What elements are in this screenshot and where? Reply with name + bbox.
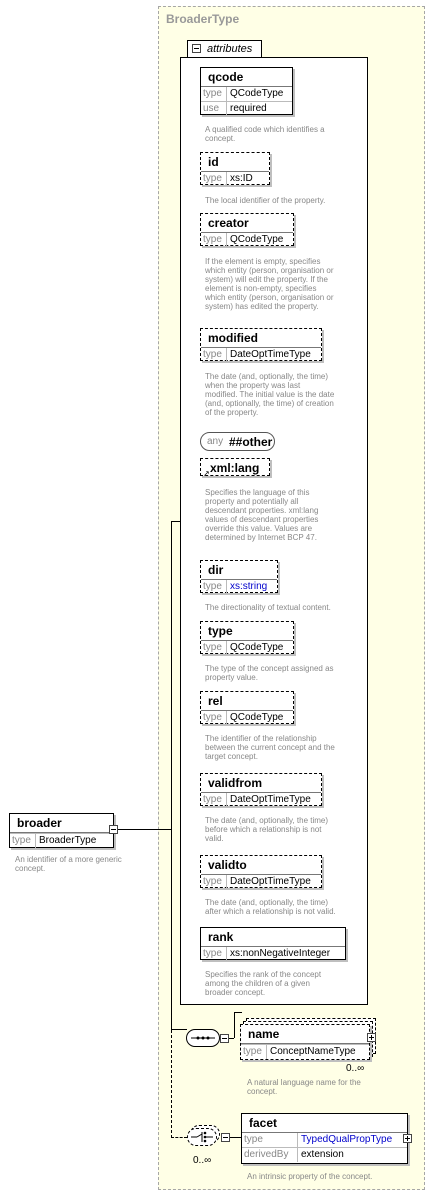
attribute-name: dir	[201, 561, 277, 580]
attribute-rel[interactable]	[200, 691, 294, 724]
attribute-name: qcode	[201, 68, 292, 87]
attribute-row-value: QCodeType	[230, 642, 284, 653]
any-attribute-namespace: ##other	[229, 435, 273, 449]
facet-type-value[interactable]: TypedQualPropType	[301, 1134, 393, 1145]
broader-element-name: broader	[10, 814, 113, 833]
sequence-compositor[interactable]	[186, 1029, 220, 1047]
attribute-name: rank	[201, 928, 345, 947]
attribute-description: The date (and, optionally, the time) when the property was last modified. The initial value is the date (and, optionally, the time) of creation of the property.	[205, 372, 335, 417]
attribute-row-key: type	[201, 711, 227, 725]
attribute-type[interactable]	[200, 621, 294, 654]
attribute-row-value[interactable]: xs:string	[230, 581, 268, 592]
optional-connector-line	[171, 1030, 172, 1138]
attribute-description: Specifies the language of this property and potentially all descendant properties. xml:lang values of descendant properties override this value. Values are determined by Internet BCP 47.	[205, 488, 319, 542]
attribute-name: validfrom	[201, 774, 321, 793]
facet-type-key: type	[242, 1133, 298, 1147]
choice-icon	[188, 1129, 216, 1145]
broader-type-key: type	[10, 834, 36, 848]
facet-element[interactable]	[241, 1113, 408, 1164]
attribute-description: The date (and, optionally, the time) after which a relationship is not valid.	[205, 898, 336, 916]
attribute-validto[interactable]	[200, 855, 322, 888]
connector-line	[234, 1012, 235, 1038]
attribute-row-key: type	[201, 348, 227, 362]
attribute-creator[interactable]	[200, 213, 294, 246]
attribute-row-value: DateOptTimeType	[230, 794, 311, 805]
any-attribute-key: any	[207, 436, 224, 447]
attribute-row	[201, 947, 345, 961]
attribute-name: xml:lang	[210, 461, 260, 475]
name-cardinality: 0..∞	[346, 1063, 365, 1074]
attribute-row	[201, 348, 321, 362]
choice-cardinality: 0..∞	[193, 1155, 212, 1166]
collapse-icon[interactable]	[192, 44, 201, 53]
attribute-row	[201, 793, 321, 807]
broader-collapse-icon[interactable]	[109, 825, 118, 834]
choice-compositor[interactable]	[187, 1128, 217, 1146]
attribute-row-value: QCodeType	[230, 712, 284, 723]
attribute-xml-lang[interactable]	[200, 458, 270, 476]
name-element[interactable]	[240, 1024, 370, 1060]
attribute-row-key: type	[201, 580, 227, 594]
attribute-name: modified	[201, 329, 321, 348]
attribute-row-value: xs:ID	[230, 173, 253, 184]
attribute-row-value: DateOptTimeType	[230, 876, 311, 887]
attributes-group-tab[interactable]	[187, 40, 262, 58]
reference-arrow-icon: ↗	[203, 469, 210, 478]
attribute-row	[201, 101, 292, 116]
attribute-row-key: type	[201, 172, 227, 186]
attribute-description: The identifier of the relationship between the current concept and the target concept.	[205, 734, 335, 761]
attribute-row-key: use	[201, 102, 227, 116]
choice-collapse-icon[interactable]	[221, 1133, 230, 1142]
facet-description: An intrinsic property of the concept.	[247, 1172, 373, 1181]
sequence-collapse-icon[interactable]	[220, 1034, 229, 1043]
attribute-name: id	[201, 153, 269, 172]
attribute-description: The directionality of textual content.	[205, 603, 331, 612]
attribute-name: validto	[201, 856, 321, 875]
attribute-row	[201, 641, 293, 655]
name-description: A natural language name for the concept.	[247, 1078, 361, 1096]
sequence-icon	[187, 1030, 219, 1046]
facet-expand-icon[interactable]	[403, 1134, 412, 1143]
connector-line	[171, 521, 172, 1029]
attribute-row-key: type	[201, 87, 227, 101]
attribute-description: A qualified code which identifies a concept.	[205, 125, 325, 143]
attribute-dir[interactable]	[200, 560, 278, 593]
attribute-row-key: type	[201, 233, 227, 247]
any-attribute[interactable]	[200, 432, 275, 451]
attribute-row-key: type	[201, 641, 227, 655]
attributes-group-label: attributes	[207, 43, 253, 55]
attribute-description: The type of the concept assigned as property value.	[205, 664, 334, 682]
name-expand-icon[interactable]	[367, 1033, 376, 1042]
attribute-row	[201, 233, 293, 247]
attribute-name: rel	[201, 692, 293, 711]
attribute-description: Specifies the rank of the concept among the children of a given broader concept.	[205, 970, 322, 997]
attribute-row	[201, 580, 277, 594]
broader-description: An identifier of a more generic concept.	[15, 855, 122, 873]
name-type-key: type	[241, 1045, 267, 1059]
optional-connector-line	[171, 1137, 187, 1138]
attribute-row-key: type	[201, 947, 227, 961]
attribute-row-key: type	[201, 793, 227, 807]
attribute-row-value: required	[230, 103, 267, 114]
attribute-row	[201, 87, 292, 101]
attribute-row-value: xs:nonNegativeInteger	[230, 948, 331, 959]
attribute-description: The date (and, optionally, the time) before which a relationship is not valid.	[205, 816, 329, 843]
connector-line	[171, 521, 181, 522]
broader-type-value: BroaderType	[39, 835, 97, 846]
connector-line	[171, 1029, 187, 1030]
complex-type-title: BroaderType	[166, 12, 240, 26]
facet-derivation-key: derivedBy	[242, 1148, 298, 1162]
attribute-name: creator	[201, 214, 293, 233]
attribute-validfrom[interactable]	[200, 773, 322, 806]
connector-line	[229, 1038, 234, 1039]
attribute-description: The local identifier of the property.	[205, 196, 326, 205]
attribute-row	[201, 172, 269, 186]
attribute-description: If the element is empty, specifies which entity (person, organisation or system) will edit the property. If the element is non-empty, specifies which entity (person, organisation or system) has edited the property.	[205, 257, 334, 311]
name-element-name: name	[241, 1025, 369, 1044]
broader-element[interactable]	[9, 813, 114, 848]
attribute-row	[201, 711, 293, 725]
name-type-value: ConceptNameType	[270, 1046, 356, 1057]
attribute-qcode[interactable]	[200, 67, 293, 115]
attribute-row-key: type	[201, 875, 227, 889]
attribute-name: type	[201, 622, 293, 641]
attribute-id[interactable]	[200, 152, 270, 185]
connector-line	[118, 829, 172, 830]
facet-derivation-value: extension	[301, 1149, 344, 1160]
connector-line	[234, 1012, 242, 1013]
attribute-row	[201, 875, 321, 889]
attribute-row-value: QCodeType	[230, 88, 284, 99]
attribute-rank[interactable]	[200, 927, 346, 960]
facet-element-name: facet	[242, 1114, 407, 1133]
attribute-row-value: DateOptTimeType	[230, 349, 311, 360]
attribute-row-value: QCodeType	[230, 234, 284, 245]
attribute-modified[interactable]	[200, 328, 322, 361]
